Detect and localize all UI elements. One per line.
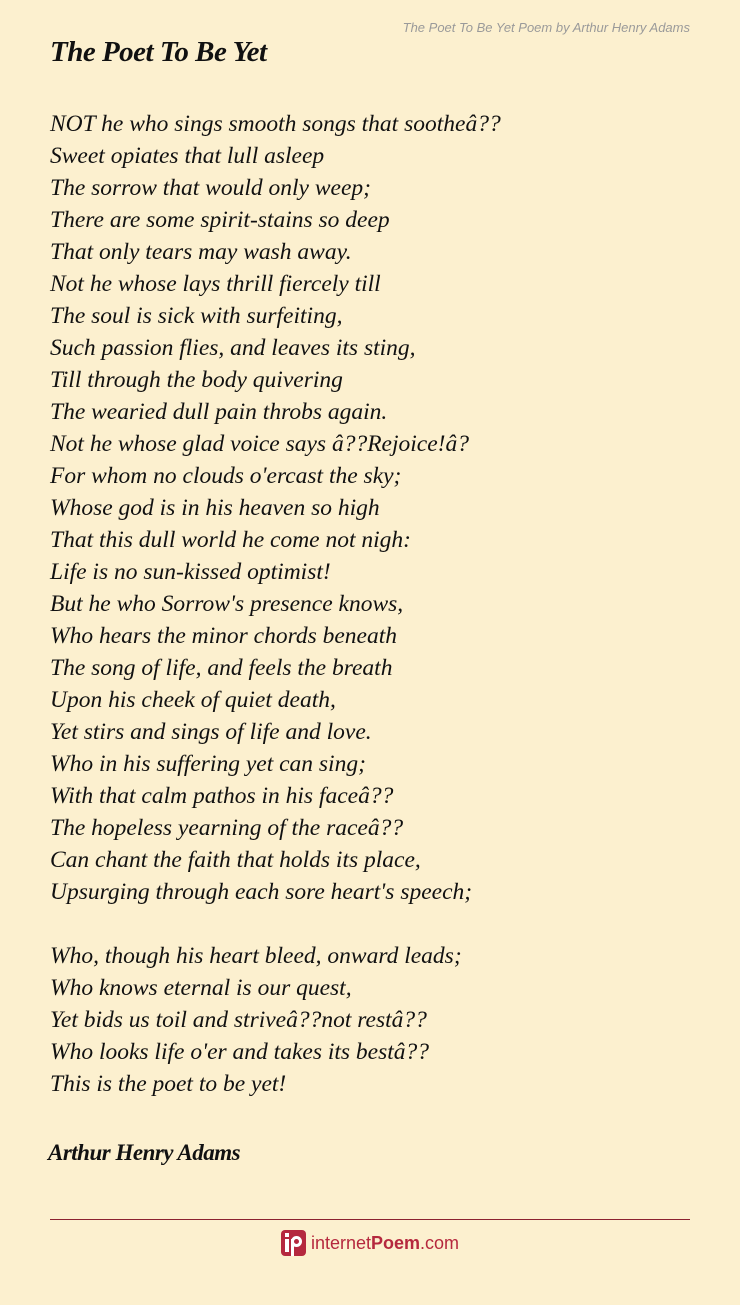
footer-divider [50, 1219, 690, 1220]
poem-line: Upon his cheek of quiet death, [50, 687, 336, 713]
poem-line: Yet bids us toil and striveâ??not restâ?? [50, 1007, 427, 1033]
poem-line: Upsurging through each sore heart's speech; [50, 879, 473, 905]
poem-line: This is the poet to be yet! [50, 1071, 287, 1097]
brand-suffix: .com [420, 1232, 460, 1253]
poem-line: Such passion flies, and leaves its sting, [50, 335, 416, 361]
poem-line: There are some spirit-stains so deep [50, 207, 390, 233]
poem-line: But he who Sorrow's presence knows, [50, 591, 404, 617]
poem-line: NOT he who sings smooth songs that sootheâ?? [50, 111, 501, 137]
author-name[interactable]: Arthur Henry Adams [48, 1140, 241, 1165]
poem-line: The soul is sick with surfeiting, [50, 303, 343, 329]
poem-line: The song of life, and feels the breath [50, 655, 393, 681]
poem-line: Who looks life o'er and takes its bestâ?? [50, 1039, 430, 1065]
poem-line: Not he whose lays thrill fiercely till [50, 271, 381, 297]
internetpoem-logo-icon [281, 1230, 306, 1256]
poem-line: Who hears the minor chords beneath [50, 623, 398, 649]
poem-line: Who, though his heart bleed, onward leads; [50, 943, 462, 969]
poem-body [50, 108, 690, 1100]
header-caption: The Poet To Be Yet Poem by Arthur Henry Adams [402, 20, 690, 35]
poem-stanza [50, 940, 690, 1100]
poem-line: Life is no sun-kissed optimist! [50, 559, 331, 585]
poem-line: The hopeless yearning of the raceâ?? [50, 815, 404, 841]
poem-stanza [50, 108, 690, 908]
brand-text [311, 1233, 459, 1254]
poem-line: Sweet opiates that lull asleep [50, 143, 325, 169]
poem-title: The Poet To Be Yet [50, 36, 267, 68]
footer-brand-link[interactable] [0, 1230, 740, 1256]
poem-line: Who knows eternal is our quest, [50, 975, 352, 1001]
poem-line: That this dull world he come not nigh: [50, 527, 411, 553]
poem-line: Whose god is in his heaven so high [50, 495, 380, 521]
poem-line: With that calm pathos in his faceâ?? [50, 783, 394, 809]
poem-line: That only tears may wash away. [50, 239, 352, 265]
poem-line: Can chant the faith that holds its place, [50, 847, 421, 873]
poem-line: The sorrow that would only weep; [50, 175, 371, 201]
brand-strong: Poem [371, 1232, 421, 1253]
poem-line: Till through the body quivering [50, 367, 343, 393]
poem-line: Not he whose glad voice says â??Rejoice!â? [50, 431, 469, 457]
poem-line: For whom no clouds o'ercast the sky; [50, 463, 402, 489]
poem-line: The wearied dull pain throbs again. [50, 399, 388, 425]
poem-line: Who in his suffering yet can sing; [50, 751, 366, 777]
poem-line: Yet stirs and sings of life and love. [50, 719, 372, 745]
stanza-gap [50, 908, 690, 940]
brand-prefix: internet [310, 1232, 371, 1253]
